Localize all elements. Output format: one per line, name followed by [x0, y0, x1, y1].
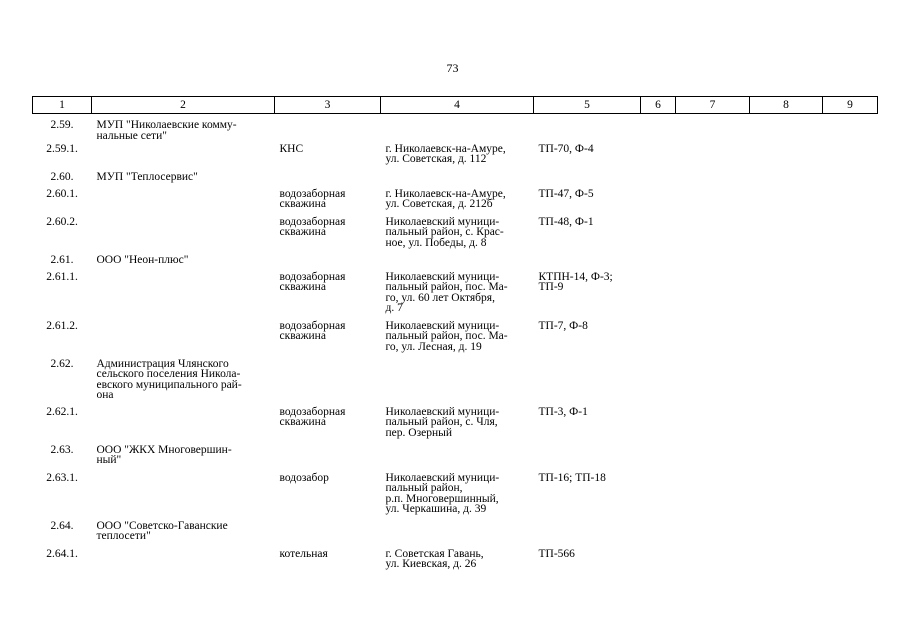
object-type [275, 114, 381, 144]
empty-cell-col-8 [750, 521, 823, 549]
substation-feeder: ТП-566 [538, 547, 575, 560]
empty-cell-col-8 [750, 255, 823, 272]
empty-cell-col-6 [641, 172, 676, 189]
object-address: г. Николаевск-на-Амуре, ул. Советская, д. 112 [385, 142, 506, 165]
item-number: 2.59. [50, 119, 74, 131]
object-type: водозаборная скважина [279, 187, 346, 210]
column-header-7: 7 [676, 97, 750, 114]
empty-cell-col-7 [676, 407, 750, 445]
column-header-8: 8 [750, 97, 823, 114]
item-number: 2.62.1. [46, 405, 78, 418]
table-row [33, 172, 878, 189]
item-number: 2.61. [50, 253, 74, 266]
column-header-4: 4 [381, 97, 534, 114]
empty-cell-col-9 [823, 114, 878, 144]
item-number: 2.63. [50, 443, 74, 456]
table-body [33, 114, 878, 573]
empty-cell-col-9 [823, 473, 878, 521]
object-type [275, 359, 381, 407]
table-row [33, 272, 878, 321]
object-type: котельная [279, 547, 328, 560]
empty-cell-col-7 [676, 255, 750, 272]
item-number: 2.60.2. [46, 215, 78, 228]
column-header-5: 5 [534, 97, 641, 114]
column-header-2: 2 [92, 97, 275, 114]
organization-name [92, 473, 275, 521]
document-table [32, 96, 878, 573]
empty-cell-col-7 [676, 144, 750, 172]
substation-feeder: ТП-3, Ф-1 [538, 405, 588, 418]
empty-cell-col-6 [641, 272, 676, 321]
table-row [33, 407, 878, 445]
empty-cell-col-8 [750, 549, 823, 573]
object-address: г. Советская Гавань, ул. Киевская, д. 26 [385, 547, 484, 570]
empty-cell-col-9 [823, 445, 878, 473]
table-row [33, 445, 878, 473]
empty-cell-col-9 [823, 321, 878, 359]
empty-cell-col-9 [823, 407, 878, 445]
item-number: 2.64. [50, 519, 74, 532]
object-type: КНС [279, 142, 304, 155]
object-type [275, 445, 381, 473]
empty-cell-col-6 [641, 359, 676, 407]
empty-cell-col-8 [750, 189, 823, 217]
object-address: Николаевский муници- пальный район, с. Крас- ное, ул. Победы, д. 8 [385, 215, 504, 249]
object-type: водозаборная скважина [279, 270, 346, 293]
item-number: 2.60.1. [46, 187, 78, 200]
substation-feeder [534, 359, 641, 407]
empty-cell-col-8 [750, 172, 823, 189]
organization-name [92, 549, 275, 573]
organization-name [92, 407, 275, 445]
column-header-9: 9 [823, 97, 878, 114]
object-address: Николаевский муници- пальный район, р.п. Многовершинный, ул. Черкашина, д. 39 [385, 471, 500, 515]
empty-cell-col-9 [823, 172, 878, 189]
substation-feeder: ТП-7, Ф-8 [538, 319, 588, 332]
substation-feeder: ТП-70, Ф-4 [538, 142, 594, 155]
empty-cell-col-8 [750, 445, 823, 473]
empty-cell-col-9 [823, 549, 878, 573]
item-number: 2.61.2. [46, 319, 78, 332]
empty-cell-col-9 [823, 144, 878, 172]
empty-cell-col-7 [676, 272, 750, 321]
object-address: Николаевский муници- пальный район, пос. Ма- го, ул. Лесная, д. 19 [385, 319, 508, 353]
substation-feeder [534, 521, 641, 549]
organization-name [92, 144, 275, 172]
empty-cell-col-7 [676, 217, 750, 255]
empty-cell-col-7 [676, 549, 750, 573]
item-number: 2.60. [50, 170, 74, 183]
organization-name: Администрация Члянского сельского поселения Никола- евского муниципального рай- она [96, 357, 242, 401]
column-header-6: 6 [641, 97, 676, 114]
empty-cell-col-7 [676, 521, 750, 549]
empty-cell-col-9 [823, 217, 878, 255]
object-type [275, 255, 381, 272]
table-row [33, 255, 878, 272]
substation-feeder [534, 445, 641, 473]
empty-cell-col-9 [823, 272, 878, 321]
empty-cell-col-7 [676, 172, 750, 189]
organization-name [92, 272, 275, 321]
empty-cell-col-7 [676, 445, 750, 473]
empty-cell-col-8 [750, 272, 823, 321]
substation-feeder: КТПН-14, Ф-3; ТП-9 [538, 270, 613, 293]
substation-feeder: ТП-16; ТП-18 [538, 471, 606, 484]
empty-cell-col-6 [641, 217, 676, 255]
empty-cell-col-8 [750, 359, 823, 407]
table-row [33, 321, 878, 359]
empty-cell-col-6 [641, 473, 676, 521]
empty-cell-col-6 [641, 255, 676, 272]
object-address [381, 445, 534, 473]
object-address [381, 114, 534, 144]
organization-name: ООО "Неон-плюс" [96, 253, 189, 266]
table-header [33, 97, 878, 114]
empty-cell-col-7 [676, 321, 750, 359]
column-header-3: 3 [275, 97, 381, 114]
substation-feeder [534, 172, 641, 189]
substation-feeder: ТП-47, Ф-5 [538, 187, 594, 200]
substation-feeder [534, 255, 641, 272]
empty-cell-col-6 [641, 321, 676, 359]
empty-cell-col-6 [641, 144, 676, 172]
organization-name: МУП "Николаевские комму- нальные сети" [96, 119, 237, 142]
table-row [33, 189, 878, 217]
empty-cell-col-9 [823, 359, 878, 407]
item-number: 2.64.1. [46, 547, 78, 560]
table-row [33, 359, 878, 407]
table-header-row [33, 97, 878, 114]
empty-cell-col-8 [750, 321, 823, 359]
empty-cell-col-6 [641, 189, 676, 217]
object-address [381, 359, 534, 407]
empty-cell-col-6 [641, 407, 676, 445]
empty-cell-col-6 [641, 521, 676, 549]
object-type [275, 521, 381, 549]
object-type: водозаборная скважина [279, 319, 346, 342]
object-type: водозабор [279, 471, 329, 484]
object-address: Николаевский муници- пальный район, с. Чля, пер. Озерный [385, 405, 500, 439]
empty-cell-col-7 [676, 114, 750, 144]
item-number: 2.59.1. [46, 142, 78, 155]
empty-cell-col-7 [676, 359, 750, 407]
empty-cell-col-8 [750, 144, 823, 172]
table-row [33, 144, 878, 172]
table-row [33, 473, 878, 521]
substation-feeder: ТП-48, Ф-1 [538, 215, 594, 228]
organization-name: ООО "ЖКХ Многовершин- ный" [96, 443, 232, 466]
empty-cell-col-6 [641, 445, 676, 473]
empty-cell-col-7 [676, 473, 750, 521]
organization-name: ООО "Советско-Гаванские теплосети" [96, 519, 228, 542]
empty-cell-col-8 [750, 114, 823, 144]
table-row [33, 549, 878, 573]
table-row [33, 521, 878, 549]
empty-cell-col-6 [641, 114, 676, 144]
empty-cell-col-8 [750, 407, 823, 445]
table-row [33, 114, 878, 144]
empty-cell-col-6 [641, 549, 676, 573]
column-header-1: 1 [33, 97, 92, 114]
object-address [381, 172, 534, 189]
object-address [381, 521, 534, 549]
object-address: Николаевский муници- пальный район, пос. Ма- го, ул. 60 лет Октября, д. 7 [385, 270, 508, 314]
object-type [275, 172, 381, 189]
empty-cell-col-9 [823, 189, 878, 217]
organization-name [92, 321, 275, 359]
empty-cell-col-7 [676, 189, 750, 217]
item-number: 2.62. [50, 357, 74, 370]
object-address: г. Николаевск-на-Амуре, ул. Советская, д. 212б [385, 187, 506, 210]
empty-cell-col-8 [750, 217, 823, 255]
table-row [33, 217, 878, 255]
organization-name [92, 189, 275, 217]
organization-name [92, 217, 275, 255]
empty-cell-col-9 [823, 521, 878, 549]
object-address [381, 255, 534, 272]
object-type: водозаборная скважина [279, 215, 346, 238]
item-number: 2.63.1. [46, 471, 78, 484]
item-number: 2.61.1. [46, 270, 78, 283]
object-type: водозаборная скважина [279, 405, 346, 428]
page-number: 73 [446, 61, 459, 75]
organization-name: МУП "Теплосервис" [96, 170, 198, 183]
substation-feeder [534, 114, 641, 144]
empty-cell-col-8 [750, 473, 823, 521]
empty-cell-col-9 [823, 255, 878, 272]
